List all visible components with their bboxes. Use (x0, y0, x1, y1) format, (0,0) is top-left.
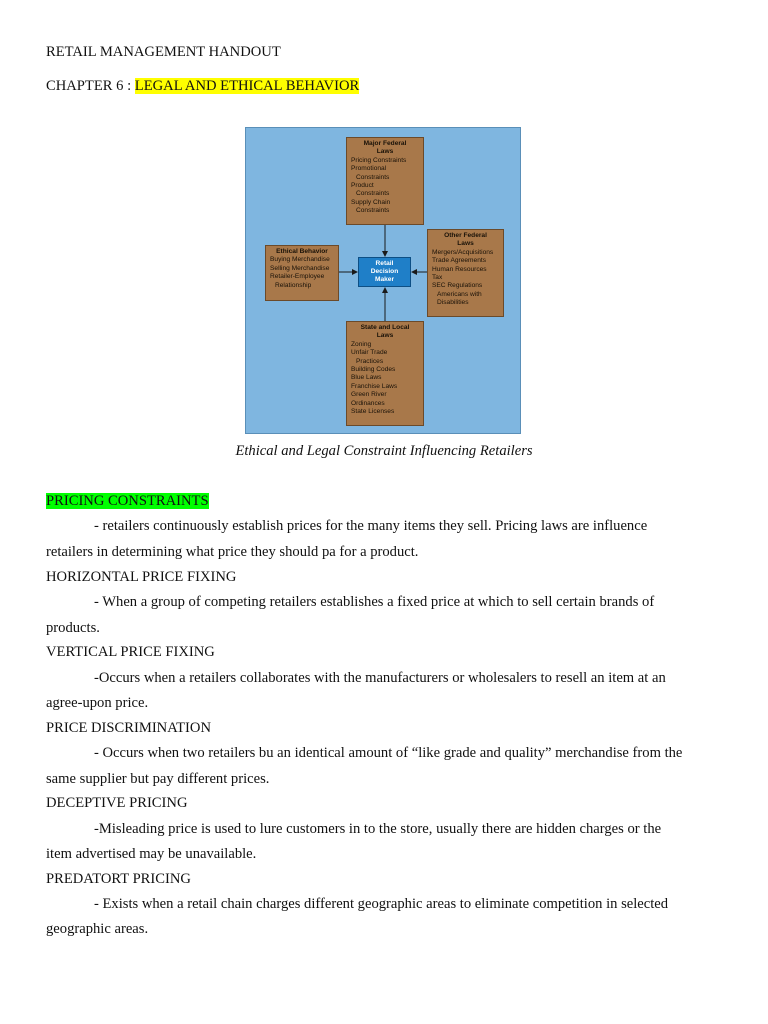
box-title: State and Local (360, 324, 410, 331)
box-item: Retailer-Employee (270, 273, 325, 281)
box-title: Laws (376, 148, 394, 156)
box-title: Other Federal (444, 232, 487, 239)
box-item: Disabilities (437, 299, 469, 307)
paragraph-line: same supplier but pay different prices. (46, 771, 270, 787)
other-federal-laws-box (427, 229, 504, 317)
paragraph-line: products. (46, 620, 100, 636)
box-item: Trade Agreements (432, 257, 486, 265)
box-item: Constraints (356, 190, 390, 198)
section-heading: PRICE DISCRIMINATION (46, 720, 211, 736)
box-item: Unfair Trade (351, 349, 388, 357)
state-local-laws-box (346, 321, 424, 426)
paragraph-line: -Misleading price is used to lure customers in to the store, usually there are hidden charges or the (94, 821, 662, 837)
box-title: Major Federal (363, 140, 407, 147)
box-item: Green River (351, 391, 387, 399)
box-item: Relationship (275, 281, 312, 289)
constraints-diagram (245, 127, 521, 434)
box-item: Americans with (437, 290, 482, 298)
box-item: Zoning (351, 340, 372, 348)
document-title: RETAIL MANAGEMENT HANDOUT (46, 44, 281, 60)
box-item: Pricing Constraints (351, 156, 407, 164)
paragraph-line: item advertised may be unavailable. (46, 846, 257, 862)
paragraph-line: -Occurs when a retailers collaborates with the manufacturers or wholesalers to resell an item at an (94, 670, 666, 686)
figure-caption: Ethical and Legal Constraint Influencing Retailers (235, 443, 533, 459)
chapter-title: LEGAL AND ETHICAL BEHAVIOR (134, 78, 360, 94)
box-title: Laws (376, 332, 394, 340)
chapter-heading (46, 77, 359, 95)
pricing-constraints-heading: PRICING CONSTRAINTS (46, 493, 209, 509)
box-title: Laws (457, 240, 474, 248)
box-item: Practices (356, 357, 384, 365)
box-title: Ethical Behavior (276, 248, 328, 255)
paragraph-line: agree-upon price. (46, 695, 149, 711)
box-item: Constraints (356, 173, 390, 181)
section-heading: DECEPTIVE PRICING (46, 795, 188, 811)
box-item: State Licenses (351, 408, 395, 416)
retail-decision-maker-box (358, 257, 411, 287)
major-federal-laws-box (346, 137, 424, 225)
box-item: Promotional (351, 165, 387, 173)
box-item: Blue Laws (351, 374, 382, 382)
section-heading: PREDATORT PRICING (46, 871, 191, 887)
paragraph-line: - Occurs when two retailers bu an identical amount of “like grade and quality” merchandise from the (94, 745, 683, 761)
box-item: Selling Merchandise (270, 264, 330, 272)
section-heading: VERTICAL PRICE FIXING (46, 644, 215, 660)
ethical-behavior-box (265, 245, 339, 301)
center-label: Decision (370, 268, 399, 275)
box-item: Supply Chain (351, 198, 391, 206)
paragraph-line: retailers in determining what price they should pa for a product. (46, 544, 419, 560)
paragraph-line: - retailers continuously establish prices for the many items they sell. Pricing laws are influence (94, 518, 648, 534)
box-item: Ordinances (351, 399, 385, 407)
center-label: Retail (375, 260, 394, 267)
box-item: Tax (432, 274, 443, 282)
center-label: Maker (374, 276, 395, 283)
section-heading: HORIZONTAL PRICE FIXING (46, 569, 237, 585)
box-item: Human Resources (432, 265, 487, 273)
box-item: Buying Merchandise (270, 256, 330, 264)
box-item: Constraints (356, 207, 390, 215)
section-heading (46, 492, 209, 510)
box-item: Building Codes (351, 366, 396, 374)
box-item: Mergers/Acquisitions (432, 248, 494, 256)
chapter-prefix: CHAPTER 6 : (46, 78, 135, 94)
paragraph-line: geographic areas. (46, 921, 149, 937)
paragraph-line: - Exists when a retail chain charges different geographic areas to eliminate competition in selected (94, 896, 669, 912)
box-item: Franchise Laws (351, 382, 398, 390)
box-item: Product (351, 182, 374, 190)
box-item: SEC Regulations (432, 282, 483, 290)
paragraph-line: - When a group of competing retailers establishes a fixed price at which to sell certain brands of (94, 594, 655, 610)
